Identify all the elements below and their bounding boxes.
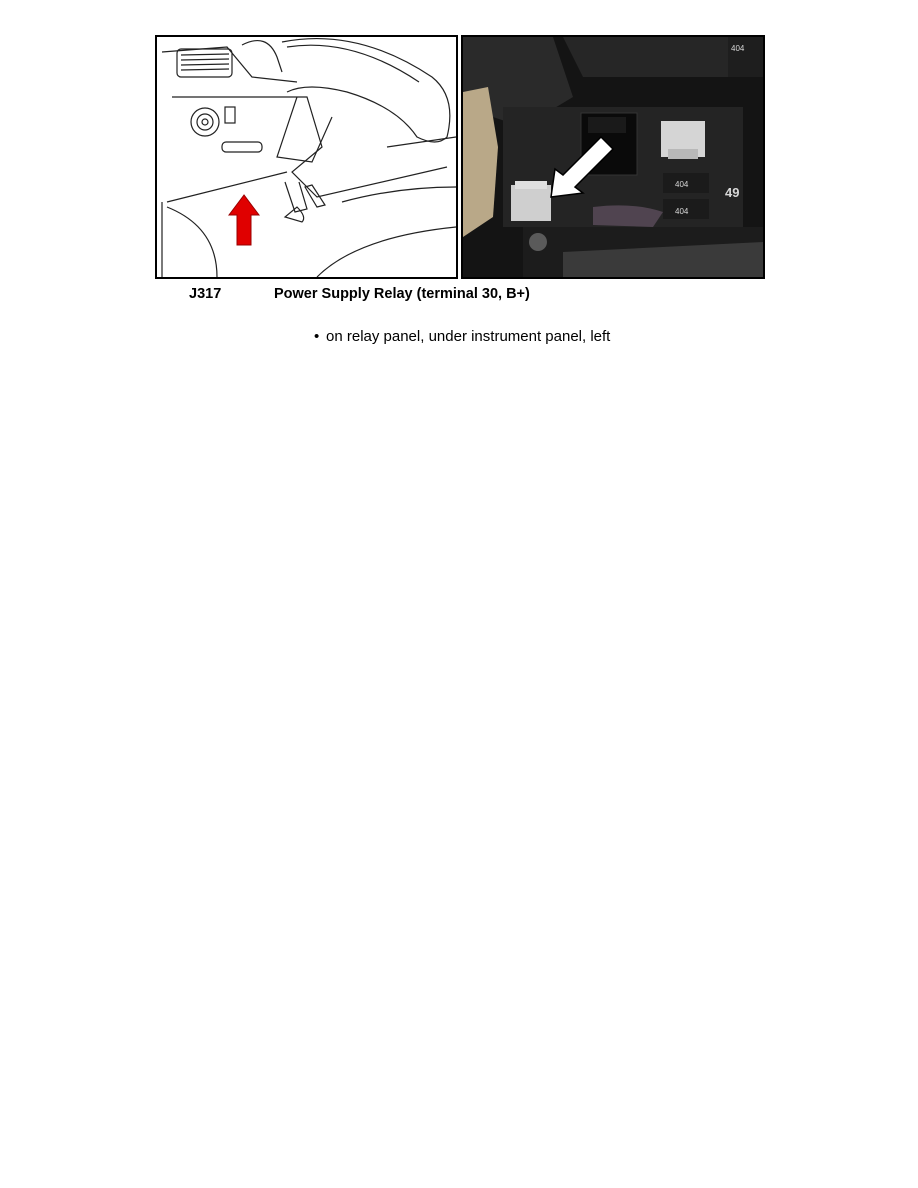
photo-label-2: 404 — [675, 207, 689, 216]
component-caption — [189, 286, 789, 304]
component-name: Power Supply Relay (terminal 30, B+) — [274, 286, 530, 302]
relay-panel-photo-svg — [463, 37, 763, 277]
bullet-icon: • — [314, 328, 320, 345]
footwell-drawing-svg — [157, 37, 456, 277]
photo-label-4: 49 — [725, 185, 740, 200]
component-code: J317 — [189, 286, 222, 302]
figure-row — [155, 35, 765, 279]
location-text: on relay panel, under instrument panel, left — [326, 328, 611, 345]
footwell-drawing — [155, 35, 458, 279]
photo-label-1: 404 — [675, 180, 689, 189]
relay-panel-photo — [461, 35, 765, 279]
photo-label-3: 404 — [731, 44, 745, 53]
location-note — [314, 328, 610, 345]
red-location-arrow — [229, 195, 259, 245]
